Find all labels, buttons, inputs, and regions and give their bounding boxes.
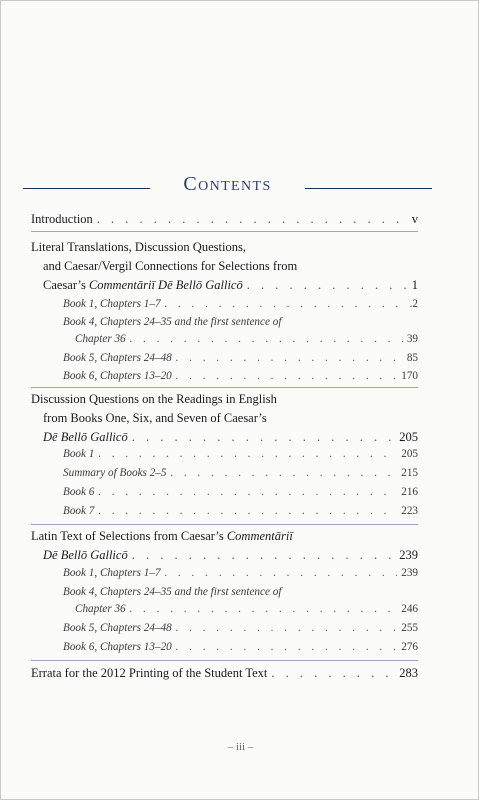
toc-sublabel: Chapter 36 <box>75 333 126 345</box>
toc-subentry[interactable] <box>63 446 418 463</box>
toc-entry-literal-translations[interactable] <box>31 238 418 295</box>
toc-sublabel: Book 1, Chapters 1–7 <box>63 567 161 579</box>
toc-page-number: 283 <box>399 666 418 680</box>
toc-entry-discussion-questions[interactable] <box>31 390 418 447</box>
leader-dots <box>176 639 397 656</box>
toc-page-number: 205 <box>401 448 418 460</box>
toc-subentry[interactable] <box>63 620 418 637</box>
toc-page-number: 85 <box>406 352 418 364</box>
contents-title: Contents <box>183 173 272 195</box>
toc-label-italic: Dē Bellō Gallicō <box>43 548 128 562</box>
page-folio: – iii – <box>227 741 254 753</box>
leader-dots <box>132 546 396 565</box>
toc-label-italic: Commentāriī Dē Bellō Gallicō <box>88 278 243 292</box>
leader-dots <box>98 446 397 463</box>
toc-subentry[interactable] <box>63 565 418 582</box>
section-divider <box>31 387 418 388</box>
leader-dots <box>130 331 403 348</box>
toc-sublabel: Book 7 <box>63 505 95 517</box>
toc-page-number: 239 <box>401 567 418 579</box>
toc-subentry[interactable] <box>63 465 418 482</box>
toc-entry-latin-text[interactable] <box>31 527 418 565</box>
leader-dots <box>130 601 398 618</box>
toc-label-italic: Commentāriī <box>226 529 293 543</box>
toc-label-line: Literal Translations, Discussion Questions, <box>31 240 246 254</box>
toc-page-number: .2 <box>409 298 418 310</box>
contents-heading-block <box>23 173 432 203</box>
toc-subentry[interactable] <box>63 503 418 520</box>
toc-page-number: 205 <box>399 430 418 444</box>
toc-page-number: 223 <box>401 505 418 517</box>
toc-subentry[interactable] <box>63 584 418 618</box>
toc-sublabel: Book 6 <box>63 486 95 498</box>
toc-sublabel: Summary of Books 2–5 <box>63 467 167 479</box>
leader-dots <box>271 664 395 683</box>
leader-dots <box>132 428 396 447</box>
toc-label-line: Caesar’s <box>43 278 89 292</box>
toc-sublabel: Book 1, Chapters 1–7 <box>63 298 161 310</box>
toc-subentry[interactable] <box>63 350 418 367</box>
toc-label: Introduction <box>31 212 93 226</box>
heading-rule-right <box>305 188 432 189</box>
toc-label: Errata for the 2012 Printing of the Student Text <box>31 666 268 680</box>
toc-subentry[interactable] <box>63 639 418 656</box>
toc-label-line: and Caesar/Vergil Connections for Selections from <box>43 259 298 273</box>
toc-page-number: 170 <box>401 370 418 382</box>
section-divider <box>31 524 418 525</box>
toc-sublabel: Book 5, Chapters 24–48 <box>63 622 172 634</box>
toc-subentry[interactable] <box>63 314 418 348</box>
toc-label-italic: Dē Bellō Gallicō <box>43 430 128 444</box>
toc-sublabel: Chapter 36 <box>75 603 126 615</box>
toc-entry-introduction[interactable] <box>31 210 418 229</box>
toc-page-number: 255 <box>401 622 418 634</box>
toc-subentry[interactable] <box>63 296 418 313</box>
toc-sublabel: Book 6, Chapters 13–20 <box>63 370 172 382</box>
leader-dots <box>98 503 397 520</box>
leader-dots <box>97 210 408 229</box>
toc-page-number: v <box>411 212 418 226</box>
leader-dots <box>176 620 397 637</box>
leader-dots <box>165 296 406 313</box>
toc-page-number: 276 <box>401 641 418 653</box>
toc-subentry[interactable] <box>63 484 418 501</box>
toc-page-number: 239 <box>399 548 418 562</box>
toc-page-number: 1 <box>411 278 418 292</box>
toc-page-number: 246 <box>401 603 418 615</box>
toc-label-line: Latin Text of Selections from Caesar’s <box>31 529 227 543</box>
section-divider <box>31 660 418 661</box>
leader-dots <box>170 465 397 482</box>
leader-dots <box>176 350 403 367</box>
toc-entry-errata[interactable] <box>31 664 418 683</box>
toc-label-line: Discussion Questions on the Readings in English <box>31 392 277 406</box>
toc-page-number: 216 <box>401 486 418 498</box>
toc-sublabel: Book 1 <box>63 448 95 460</box>
toc-page-number: 215 <box>401 467 418 479</box>
leader-dots <box>176 368 397 385</box>
toc-sublabel: Book 4, Chapters 24–35 and the first sentence of <box>63 316 282 328</box>
heading-rule-left <box>23 188 150 189</box>
section-divider <box>31 231 418 232</box>
toc-sublabel: Book 4, Chapters 24–35 and the first sentence of <box>63 586 282 598</box>
toc-sublabel: Book 5, Chapters 24–48 <box>63 352 172 364</box>
leader-dots <box>165 565 398 582</box>
leader-dots <box>247 276 408 295</box>
leader-dots <box>98 484 397 501</box>
toc-label-line: from Books One, Six, and Seven of Caesar’s <box>43 411 267 425</box>
toc-page-number: 39 <box>406 333 418 345</box>
toc-subentry[interactable] <box>63 368 418 385</box>
toc-sublabel: Book 6, Chapters 13–20 <box>63 641 172 653</box>
